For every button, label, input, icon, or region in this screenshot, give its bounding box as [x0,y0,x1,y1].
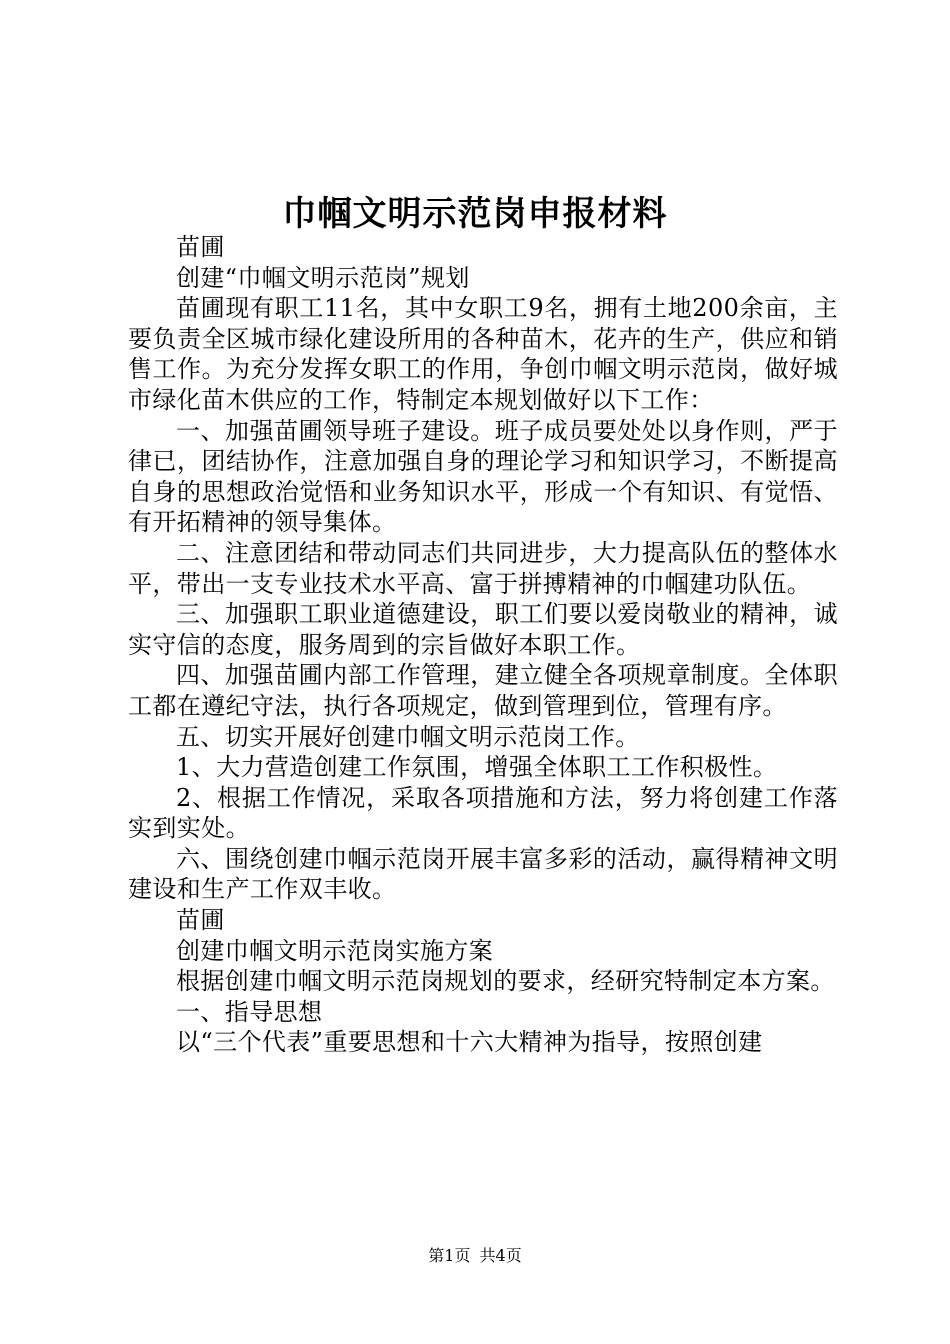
page-total: 共4页 [479,1246,522,1265]
paragraph-scheme-heading: 创建巾帼文明示范岗实施方案 [176,936,494,965]
paragraph-scheme-intro: 根据创建巾帼文明示范岗规划的要求，经研究特制定本方案。 [176,967,835,996]
paragraph-item-4: 四、加强苗圃内部工作管理，建立健全各项规章制度。全体职工都在遵纪守法，执行各项规定，做到管理到位，管理有序。 [128,661,838,720]
paragraph-item-2: 二、注意团结和带动同志们共同进步，大力提高队伍的整体水平，带出一支专业技术水平高、富于拼搏精神的巾帼建功队伍。 [128,538,838,598]
paragraph-item-3: 三、加强职工职业道德建设，职工们要以爱岗敬业的精神，诚实守信的态度，服务周到的宗旨做好本职工作。 [128,600,838,659]
paragraph-subitem-2: 2、根据工作情况，采取各项措施和方法，努力将创建工作落实到实处。 [128,783,838,843]
paragraph-item-1: 一、加强苗圃领导班子建设。班子成员要处处以身作则，严于律已，团结协作，注意加强自身的理论学习和知识学习，不断提高自身的思想政治觉悟和业务知识水平，形成一个有知识、有觉悟、有开拓精神的领导集体。 [128,416,838,537]
paragraph-plan-heading: 创建“巾帼文明示范岗”规划 [176,263,470,292]
document-title: 巾帼文明示范岗申报材料 [282,194,668,234]
page-footer [0,1243,950,1266]
paragraph-intro: 苗圃现有职工11名，其中女职工9名，拥有土地200余亩，主要负责全区城市绿化建设所用的各种苗木，花卉的生产，供应和销售工作。为充分发挥女职工的作用，争创巾帼文明示范岗，做好城市绿化苗木供应的工作，特制定本规划做好以下工作： [128,294,838,414]
paragraph-subitem-1: 1、大力营造创建工作氛围，增强全体职工工作积极性。 [176,753,778,782]
paragraph-org-2: 苗圃 [176,906,225,935]
paragraph-guiding-text: 以“三个代表”重要思想和十六大精神为指导，按照创建 [176,1028,763,1057]
paragraph-item-6: 六、围绕创建巾帼示范岗开展丰富多彩的活动，赢得精神文明建设和生产工作双丰收。 [128,844,838,904]
paragraph-org: 苗圃 [176,233,225,261]
paragraph-guiding-heading: 一、指导思想 [176,997,323,1026]
page-number: 第1页 [428,1246,471,1265]
paragraph-item-5: 五、切实开展好创建巾帼文明示范岗工作。 [176,722,640,751]
document-body [128,232,838,1058]
